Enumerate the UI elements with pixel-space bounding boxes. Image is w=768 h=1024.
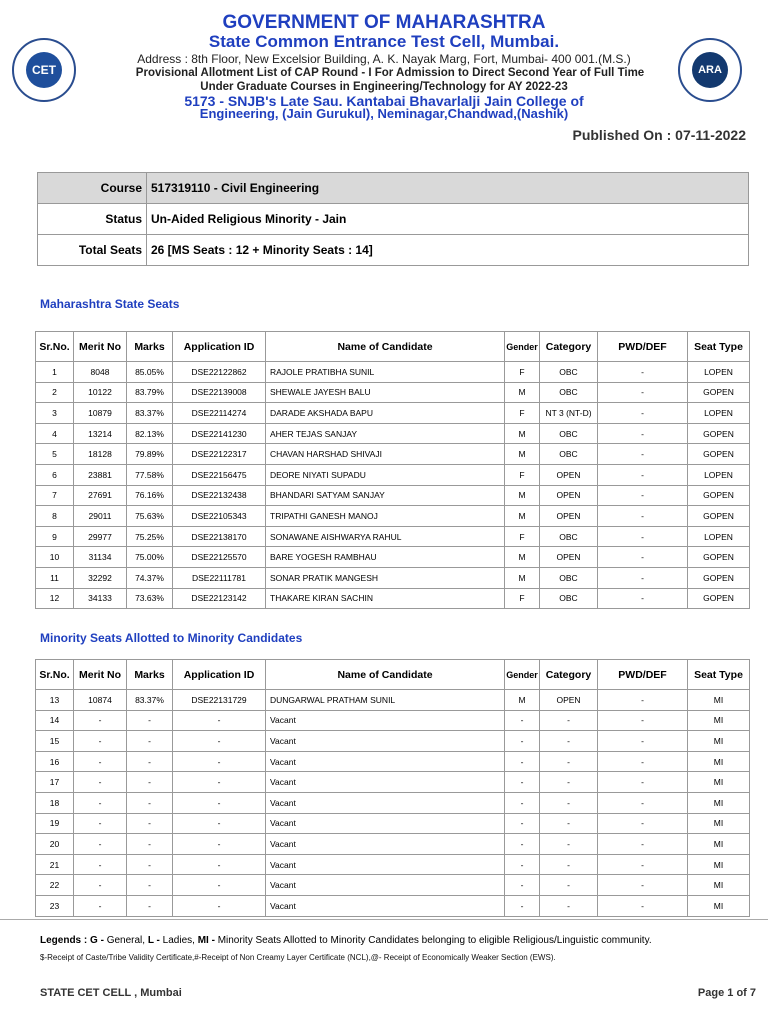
pwd-def-cell: - [598,751,688,772]
col-header-merit-no: Merit No [74,332,127,362]
table-row [36,731,750,752]
sr-no-cell: 16 [36,751,74,772]
table-row [36,751,750,772]
candidate-name-cell: Vacant [266,772,505,793]
merit-no-cell: 31134 [74,547,127,568]
col-header-application-id: Application ID [173,660,266,690]
application-id-cell: - [173,751,266,772]
status-label: Status [38,204,147,235]
sr-no-cell: 5 [36,444,74,465]
merit-no-cell: 29011 [74,506,127,527]
government-title: GOVERNMENT OF MAHARASHTRA [222,12,546,33]
category-cell: OBC [540,526,598,547]
table-row [36,362,750,383]
candidate-name-cell: Vacant [266,813,505,834]
gender-cell: F [505,464,540,485]
table-row [36,444,750,465]
merit-no-cell: - [74,710,127,731]
seat-type-cell: GOPEN [688,506,750,527]
total-seats-label: Total Seats [38,235,147,266]
candidate-name-cell: Vacant [266,895,505,916]
candidate-name-cell: Vacant [266,854,505,875]
col-header-gender: Gender [505,660,540,690]
pwd-def-cell: - [598,547,688,568]
application-id-cell: - [173,895,266,916]
marks-cell: 85.05% [127,362,173,383]
gender-cell: M [505,423,540,444]
pwd-def-cell: - [598,567,688,588]
marks-cell: 83.79% [127,382,173,403]
marks-cell: - [127,792,173,813]
seat-type-cell: MI [688,751,750,772]
sr-no-cell: 18 [36,792,74,813]
merit-no-cell: - [74,751,127,772]
status-value: Un-Aided Religious Minority - Jain [147,204,749,235]
category-cell: OPEN [540,506,598,527]
candidate-name-cell: BHANDARI SATYAM SANJAY [266,485,505,506]
seat-type-cell: GOPEN [688,547,750,568]
pwd-def-cell: - [598,526,688,547]
marks-cell: - [127,710,173,731]
table-row [36,854,750,875]
table-row [36,813,750,834]
category-cell: - [540,710,598,731]
college-name-line2: Engineering, (Jain Gurukul), Neminagar,Chandwad,(Nashik) [199,106,569,121]
ara-logo-text: ARA [692,52,728,88]
sr-no-cell: 3 [36,403,74,424]
col-header-application-id: Application ID [173,332,266,362]
seat-type-cell: GOPEN [688,588,750,609]
gender-cell: - [505,834,540,855]
sr-no-cell: 10 [36,547,74,568]
sr-no-cell: 9 [36,526,74,547]
marks-cell: 77.58% [127,464,173,485]
seat-type-cell: GOPEN [688,444,750,465]
candidate-name-cell: Vacant [266,834,505,855]
page-number: Page 1 of 7 [697,987,756,999]
footer-issuer: STATE CET CELL , Mumbai [40,987,182,999]
table-row [36,526,750,547]
pwd-def-cell: - [598,834,688,855]
category-cell: - [540,895,598,916]
category-cell: OBC [540,423,598,444]
merit-no-cell: 13214 [74,423,127,444]
candidate-name-cell: DUNGARWAL PRATHAM SUNIL [266,690,505,711]
col-header-seat-type: Seat Type [688,332,750,362]
candidate-name-cell: Vacant [266,731,505,752]
gender-cell: M [505,382,540,403]
gender-cell: - [505,710,540,731]
category-cell: OPEN [540,547,598,568]
application-id-cell: - [173,813,266,834]
sr-no-cell: 22 [36,875,74,896]
pwd-def-cell: - [598,588,688,609]
category-cell: OBC [540,567,598,588]
table-row [36,710,750,731]
marks-cell: 83.37% [127,690,173,711]
application-id-cell: DSE22132438 [173,485,266,506]
gender-cell: F [505,526,540,547]
pwd-def-cell: - [598,875,688,896]
gender-cell: M [505,567,540,588]
candidate-name-cell: SONAR PRATIK MANGESH [266,567,505,588]
gender-cell: - [505,854,540,875]
category-cell: OBC [540,382,598,403]
course-label: Course [38,173,147,204]
col-header-candidate-name: Name of Candidate [266,660,505,690]
pwd-def-cell: - [598,854,688,875]
application-id-cell: DSE22114274 [173,403,266,424]
merit-no-cell: 18128 [74,444,127,465]
merit-no-cell: 10874 [74,690,127,711]
courses-subtitle: Under Graduate Courses in Engineering/Technology for AY 2022-23 [200,81,568,93]
sr-no-cell: 13 [36,690,74,711]
seat-type-cell: GOPEN [688,382,750,403]
seat-type-cell: MI [688,772,750,793]
gender-cell: - [505,772,540,793]
category-cell: - [540,751,598,772]
application-id-cell: DSE22122317 [173,444,266,465]
seat-type-cell: GOPEN [688,423,750,444]
gender-cell: F [505,403,540,424]
seat-type-cell: MI [688,710,750,731]
category-cell: - [540,792,598,813]
category-cell: - [540,813,598,834]
gender-cell: - [505,751,540,772]
merit-no-cell: 10122 [74,382,127,403]
legend-l-text: Ladies, [162,935,195,946]
pwd-def-cell: - [598,362,688,383]
merit-no-cell: 29977 [74,526,127,547]
minority-seats-title: Minority Seats Allotted to Minority Candidates [40,631,303,645]
merit-no-cell: - [74,895,127,916]
merit-no-cell: - [74,792,127,813]
col-header-pwd-def: PWD/DEF [598,332,688,362]
candidate-name-cell: BARE YOGESH RAMBHAU [266,547,505,568]
sr-no-cell: 15 [36,731,74,752]
application-id-cell: - [173,792,266,813]
sr-no-cell: 19 [36,813,74,834]
candidate-name-cell: AHER TEJAS SANJAY [266,423,505,444]
footer-divider [0,919,768,920]
seat-type-cell: GOPEN [688,567,750,588]
pwd-def-cell: - [598,423,688,444]
merit-no-cell: 8048 [74,362,127,383]
application-id-cell: DSE22125570 [173,547,266,568]
pwd-def-cell: - [598,710,688,731]
seat-type-cell: LOPEN [688,464,750,485]
application-id-cell: DSE22139008 [173,382,266,403]
table-row [36,690,750,711]
sr-no-cell: 12 [36,588,74,609]
legend-g-key: G - [90,935,104,946]
marks-cell: 79.89% [127,444,173,465]
gender-cell: - [505,792,540,813]
sr-no-cell: 11 [36,567,74,588]
seat-type-cell: MI [688,690,750,711]
table-header-row [36,660,750,690]
seat-type-cell: MI [688,731,750,752]
table-row [36,792,750,813]
application-id-cell: DSE22122862 [173,362,266,383]
pwd-def-cell: - [598,506,688,527]
candidate-name-cell: DARADE AKSHADA BAPU [266,403,505,424]
col-header-category: Category [540,332,598,362]
col-header-pwd-def: PWD/DEF [598,660,688,690]
seat-type-cell: LOPEN [688,526,750,547]
category-cell: - [540,731,598,752]
legend-g-text: General, [106,935,146,946]
seat-type-cell: MI [688,792,750,813]
table-row [36,485,750,506]
sr-no-cell: 21 [36,854,74,875]
candidate-name-cell: Vacant [266,710,505,731]
pwd-def-cell: - [598,444,688,465]
published-date: Published On : 07-11-2022 [572,127,746,143]
seat-type-cell: MI [688,875,750,896]
application-id-cell: - [173,854,266,875]
marks-cell: 73.63% [127,588,173,609]
legend [40,935,652,946]
seat-type-cell: MI [688,854,750,875]
sr-no-cell: 2 [36,382,74,403]
merit-no-cell: - [74,731,127,752]
col-header-marks: Marks [127,332,173,362]
marks-cell: 75.63% [127,506,173,527]
category-cell: OBC [540,588,598,609]
sr-no-cell: 7 [36,485,74,506]
category-cell: OPEN [540,690,598,711]
category-cell: - [540,854,598,875]
table-row [36,403,750,424]
table-row [36,506,750,527]
seat-type-cell: MI [688,813,750,834]
col-header-sr-no: Sr.No. [36,332,74,362]
category-cell: NT 3 (NT-D) [540,403,598,424]
application-id-cell: DSE22111781 [173,567,266,588]
pwd-def-cell: - [598,485,688,506]
merit-no-cell: 32292 [74,567,127,588]
application-id-cell: DSE22156475 [173,464,266,485]
col-header-gender: Gender [505,332,540,362]
col-header-marks: Marks [127,660,173,690]
application-id-cell: - [173,772,266,793]
course-value: 517319110 - Civil Engineering [147,173,749,204]
col-header-candidate-name: Name of Candidate [266,332,505,362]
seat-type-cell: LOPEN [688,362,750,383]
sr-no-cell: 6 [36,464,74,485]
pwd-def-cell: - [598,464,688,485]
application-id-cell: - [173,875,266,896]
candidate-name-cell: CHAVAN HARSHAD SHIVAJI [266,444,505,465]
gender-cell: F [505,362,540,383]
category-cell: OPEN [540,464,598,485]
candidate-name-cell: Vacant [266,875,505,896]
application-id-cell: - [173,834,266,855]
seat-type-cell: MI [688,895,750,916]
gender-cell: - [505,875,540,896]
gender-cell: M [505,506,540,527]
gender-cell: - [505,813,540,834]
table-row [36,547,750,568]
category-cell: - [540,875,598,896]
certificate-notes: $-Receipt of Caste/Tribe Validity Certificate,#-Receipt of Non Creamy Layer Certificate (NCL),@- Receipt of Economically Weaker Section (EWS). [40,953,556,962]
sr-no-cell: 20 [36,834,74,855]
merit-no-cell: - [74,813,127,834]
col-header-category: Category [540,660,598,690]
gender-cell: M [505,485,540,506]
gender-cell: M [505,444,540,465]
cet-logo-text: CET [26,52,62,88]
marks-cell: - [127,834,173,855]
candidate-name-cell: DEORE NIYATI SUPADU [266,464,505,485]
state-seats-table [35,331,750,609]
total-seats-value: 26 [MS Seats : 12 + Minority Seats : 14] [147,235,749,266]
sr-no-cell: 8 [36,506,74,527]
table-row [36,772,750,793]
category-cell: OBC [540,444,598,465]
table-row [36,588,750,609]
gender-cell: M [505,690,540,711]
application-id-cell: DSE22138170 [173,526,266,547]
category-cell: OBC [540,362,598,383]
merit-no-cell: 10879 [74,403,127,424]
sr-no-cell: 14 [36,710,74,731]
merit-no-cell: - [74,875,127,896]
col-header-seat-type: Seat Type [688,660,750,690]
category-cell: - [540,772,598,793]
college-name-line1: 5173 - SNJB's Late Sau. Kantabai Bhavarlalji Jain College of [184,93,584,109]
sr-no-cell: 4 [36,423,74,444]
merit-no-cell: - [74,772,127,793]
pwd-def-cell: - [598,772,688,793]
address-line: Address : 8th Floor, New Excelsior Building, A. K. Nayak Marg, Fort, Mumbai- 400 001.(M.S.) [137,52,631,66]
candidate-name-cell: SONAWANE AISHWARYA RAHUL [266,526,505,547]
marks-cell: - [127,772,173,793]
marks-cell: - [127,813,173,834]
marks-cell: 82.13% [127,423,173,444]
marks-cell: - [127,751,173,772]
table-row [36,875,750,896]
application-id-cell: - [173,731,266,752]
candidate-name-cell: TRIPATHI GANESH MANOJ [266,506,505,527]
table-row [36,834,750,855]
pwd-def-cell: - [598,792,688,813]
marks-cell: - [127,875,173,896]
application-id-cell: DSE22123142 [173,588,266,609]
table-row [36,464,750,485]
table-row [36,382,750,403]
gender-cell: - [505,895,540,916]
seat-type-cell: MI [688,834,750,855]
category-cell: - [540,834,598,855]
candidate-name-cell: SHEWALE JAYESH BALU [266,382,505,403]
marks-cell: - [127,895,173,916]
pwd-def-cell: - [598,731,688,752]
gender-cell: - [505,731,540,752]
merit-no-cell: 23881 [74,464,127,485]
pwd-def-cell: - [598,690,688,711]
cell-title: State Common Entrance Test Cell, Mumbai. [208,32,560,51]
category-cell: OPEN [540,485,598,506]
merit-no-cell: 27691 [74,485,127,506]
legend-label: Legends : [40,935,88,946]
col-header-merit-no: Merit No [74,660,127,690]
marks-cell: 75.00% [127,547,173,568]
marks-cell: - [127,854,173,875]
pwd-def-cell: - [598,813,688,834]
application-id-cell: DSE22131729 [173,690,266,711]
marks-cell: 83.37% [127,403,173,424]
sr-no-cell: 23 [36,895,74,916]
merit-no-cell: - [74,834,127,855]
application-id-cell: DSE22141230 [173,423,266,444]
pwd-def-cell: - [598,895,688,916]
sr-no-cell: 17 [36,772,74,793]
candidate-name-cell: Vacant [266,751,505,772]
pwd-def-cell: - [598,382,688,403]
minority-seats-table [35,659,750,917]
marks-cell: 76.16% [127,485,173,506]
col-header-sr-no: Sr.No. [36,660,74,690]
gender-cell: M [505,547,540,568]
candidate-name-cell: Vacant [266,792,505,813]
marks-cell: 75.25% [127,526,173,547]
seat-type-cell: LOPEN [688,403,750,424]
sr-no-cell: 1 [36,362,74,383]
seat-type-cell: GOPEN [688,485,750,506]
legend-l-key: L - [147,935,160,946]
candidate-name-cell: RAJOLE PRATIBHA SUNIL [266,362,505,383]
gender-cell: F [505,588,540,609]
candidate-name-cell: THAKARE KIRAN SACHIN [266,588,505,609]
table-header-row [36,332,750,362]
table-row [36,895,750,916]
state-seats-title: Maharashtra State Seats [40,297,180,311]
table-row [36,423,750,444]
provisional-list-title: Provisional Allotment List of CAP Round - I For Admission to Direct Second Year of Full Time [135,67,645,79]
merit-no-cell: - [74,854,127,875]
marks-cell: 74.37% [127,567,173,588]
marks-cell: - [127,731,173,752]
pwd-def-cell: - [598,403,688,424]
application-id-cell: - [173,710,266,731]
merit-no-cell: 34133 [74,588,127,609]
legend-mi-key: MI - [197,935,215,946]
application-id-cell: DSE22105343 [173,506,266,527]
legend-mi-text: Minority Seats Allotted to Minority Candidates belonging to eligible Religious/Linguistic community. [217,935,652,946]
table-row [36,567,750,588]
course-info-table [37,172,749,266]
